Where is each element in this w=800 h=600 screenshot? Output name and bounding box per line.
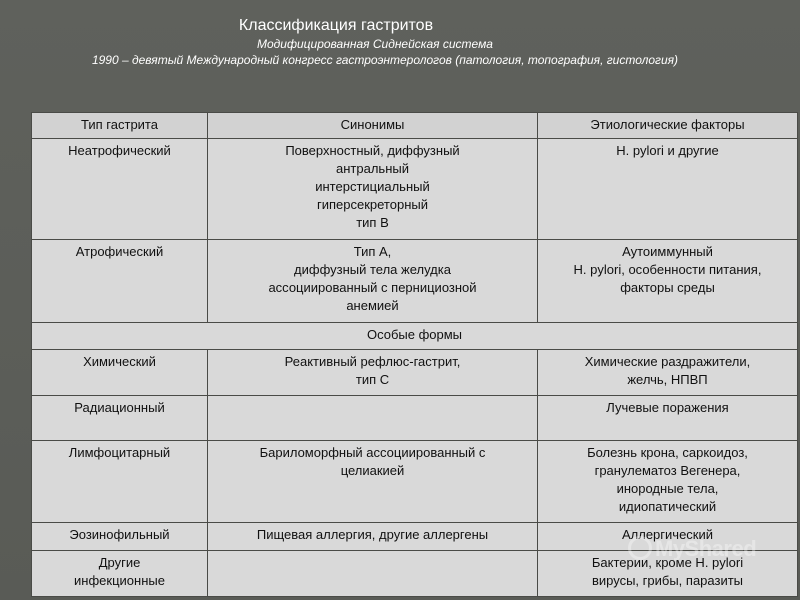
table-row	[32, 523, 798, 551]
column-header: Этиологические факторы	[538, 113, 798, 139]
slide-note: 1990 – девятый Международный конгресс гастроэнтерологов (патология, топография, гистология)	[91, 53, 679, 67]
table-row	[32, 350, 798, 396]
cell-type: Радиационный	[32, 396, 208, 441]
cell-factors: Болезнь крона, саркоидоз, гранулематоз Вегенера, инородные тела, идиопатический	[538, 441, 798, 523]
table-header-row	[32, 113, 798, 139]
cell-synonyms: Пищевая аллергия, другие аллергены	[208, 523, 538, 551]
cell-type: Атрофический	[32, 240, 208, 323]
table-row	[32, 551, 798, 597]
slide-subtitle: Модифицированная Сиднейская система	[257, 37, 493, 51]
watermark-text: MyShared	[655, 536, 757, 561]
cell-factors: Аутоиммунный H. pylori, особенности питания, факторы среды	[538, 240, 798, 323]
table-row	[32, 139, 798, 240]
column-header: Синонимы	[208, 113, 538, 139]
gastritis-classification-table	[31, 112, 798, 597]
table-row	[32, 441, 798, 523]
cell-factors: H. pylori и другие	[538, 139, 798, 240]
cell-synonyms	[208, 396, 538, 441]
cell-synonyms: Реактивный рефлюс-гастрит, тип С	[208, 350, 538, 396]
cell-type: Химический	[32, 350, 208, 396]
cell-type: Другие инфекционные	[32, 551, 208, 597]
cell-type: Неатрофический	[32, 139, 208, 240]
slide-header	[0, 16, 800, 68]
cell-synonyms: Бариломорфный ассоциированный с целиакией	[208, 441, 538, 523]
cell-factors: Бактерии, кроме H. pylori вирусы, грибы, паразиты	[538, 551, 798, 597]
cell-synonyms: Поверхностный, диффузный антральный интерстициальный гиперсекреторный тип В	[208, 139, 538, 240]
cell-factors: Аллергический	[538, 523, 798, 551]
section-label: Особые формы	[32, 323, 798, 350]
cell-factors: Лучевые поражения	[538, 396, 798, 441]
section-row	[32, 323, 798, 350]
cell-type: Эозинофильный	[32, 523, 208, 551]
table-row	[32, 396, 798, 441]
column-header: Тип гастрита	[32, 113, 208, 139]
cell-synonyms	[208, 551, 538, 597]
cell-synonyms: Тип А, диффузный тела желудка ассоциированный с пернициозной анемией	[208, 240, 538, 323]
table-row	[32, 240, 798, 323]
slide-title: Классификация гастритов	[238, 17, 434, 34]
cell-factors: Химические раздражители, желчь, НПВП	[538, 350, 798, 396]
cell-type: Лимфоцитарный	[32, 441, 208, 523]
